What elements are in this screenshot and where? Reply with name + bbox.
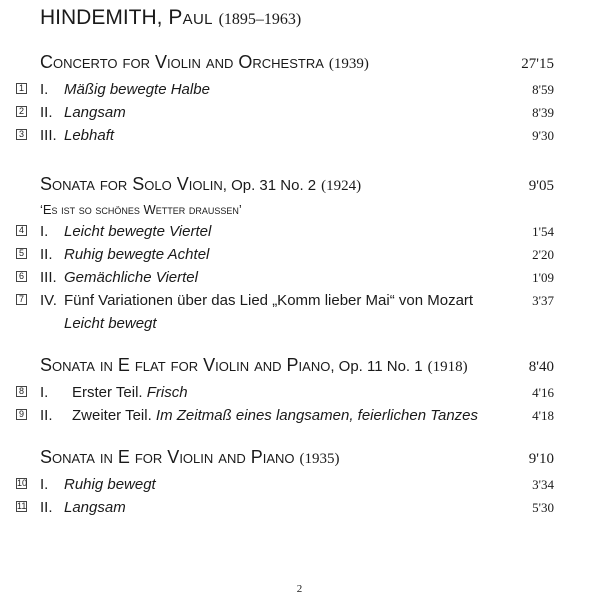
- work-title: Sonata for Solo Violin: [40, 174, 223, 194]
- movement-title: Erster Teil.: [72, 384, 143, 401]
- movement-number: I.: [40, 81, 49, 98]
- movement-number: IV.: [40, 292, 57, 309]
- movement-tempo-continuation: Leicht bewegt: [64, 315, 157, 332]
- movement-row: [18, 220, 554, 243]
- work-duration: 27'15: [521, 56, 554, 72]
- movement-number: II.: [40, 407, 53, 424]
- track-number: 2: [16, 106, 27, 117]
- movement-duration: 5'30: [532, 500, 554, 515]
- work-title-row: [40, 52, 554, 78]
- track-number: 11: [17, 501, 27, 511]
- track-number: 4: [16, 225, 27, 236]
- movement-number: II.: [40, 246, 53, 263]
- movement-title: Zweiter Teil.: [72, 407, 152, 424]
- movement-tempo: Langsam: [64, 499, 126, 516]
- work-concerto: [18, 52, 554, 147]
- movement-row: [18, 243, 554, 266]
- movement-tempo: Im Zeitmaß eines langsamen, feierlichen Tanzes: [155, 407, 479, 424]
- movement-number: III.: [40, 127, 57, 144]
- work-title: Sonata in E for Violin and Piano: [40, 447, 295, 467]
- movement-row: [17, 473, 554, 496]
- work-duration: 9'05: [528, 178, 554, 194]
- track-number: 9: [16, 409, 27, 420]
- movement-row: [18, 381, 554, 404]
- work-year: (1935): [299, 451, 340, 467]
- movement-row: [18, 101, 554, 124]
- movement-row: [18, 289, 554, 312]
- work-opus: , Op. 11 No. 1: [330, 358, 423, 375]
- movement-tempo: Lebhaft: [64, 127, 115, 144]
- movement-duration: 4'18: [532, 408, 554, 423]
- work-sonata-e-flat: [18, 355, 554, 427]
- movement-number: II.: [40, 499, 53, 516]
- movement-tempo: Langsam: [64, 104, 126, 121]
- movement-title: Fünf Variationen über das Lied „Komm lieber Mai“ von Mozart: [64, 292, 474, 309]
- work-sonata-solo: [18, 174, 554, 335]
- movement-row: [18, 266, 554, 289]
- track-number: 3: [16, 129, 27, 140]
- composer-surname: HINDEMITH,: [40, 6, 163, 29]
- movement-number: I.: [40, 384, 49, 401]
- page-number: 2: [296, 583, 303, 595]
- composer-years: (1895–1963): [218, 11, 302, 28]
- composer-heading: [40, 6, 301, 30]
- movement-duration: 3'37: [532, 293, 554, 308]
- movement-duration: 2'20: [532, 247, 554, 262]
- track-number: 1: [16, 83, 27, 94]
- movement-duration: 3'34: [532, 477, 554, 492]
- work-title-row: [40, 447, 554, 473]
- work-title-row: [40, 174, 554, 200]
- movement-number: II.: [40, 104, 53, 121]
- composer-forename: Paul: [168, 6, 213, 29]
- work-duration: 9'10: [528, 451, 554, 467]
- work-year: (1918): [427, 359, 468, 375]
- work-opus: , Op. 31 No. 2: [222, 177, 317, 194]
- track-number: 10: [17, 478, 28, 488]
- movement-tempo: Mäßig bewegte Halbe: [64, 81, 210, 98]
- movement-number: III.: [40, 269, 57, 286]
- work-sonata-e: [17, 447, 554, 519]
- movement-duration: 8'59: [532, 82, 554, 97]
- track-number: 5: [16, 248, 27, 259]
- movement-number: I.: [40, 223, 49, 240]
- track-number: 8: [16, 386, 27, 397]
- movement-tempo: Frisch: [146, 384, 188, 401]
- movement-tempo: Leicht bewegte Viertel: [64, 223, 212, 240]
- movement-row: [17, 496, 554, 519]
- work-title: Concerto for Violin and Orchestra: [40, 52, 324, 72]
- movement-row: [18, 404, 554, 427]
- movement-duration: 4'16: [532, 385, 554, 400]
- movement-number: I.: [40, 476, 49, 493]
- movement-row: [18, 124, 554, 147]
- movement-duration: 1'54: [532, 224, 554, 239]
- work-duration: 8'40: [528, 359, 554, 375]
- work-year: (1939): [328, 56, 369, 72]
- track-number: 6: [16, 271, 27, 282]
- movement-tempo: Ruhig bewegte Achtel: [64, 246, 210, 263]
- track-number: 7: [16, 294, 27, 305]
- movement-duration: 9'30: [532, 128, 554, 143]
- work-nickname: ‘Es ist so schönes Wetter draussen’: [40, 202, 242, 217]
- movement-tempo: Ruhig bewegt: [64, 476, 156, 493]
- movement-tempo: Gemächliche Viertel: [64, 269, 198, 286]
- work-title-row: [40, 355, 554, 381]
- movement-row: [18, 78, 554, 101]
- work-year: (1924): [321, 178, 362, 194]
- work-title: Sonata in E flat for Violin and Piano: [40, 355, 331, 375]
- movement-duration: 8'39: [532, 105, 554, 120]
- movement-duration: 1'09: [532, 270, 554, 285]
